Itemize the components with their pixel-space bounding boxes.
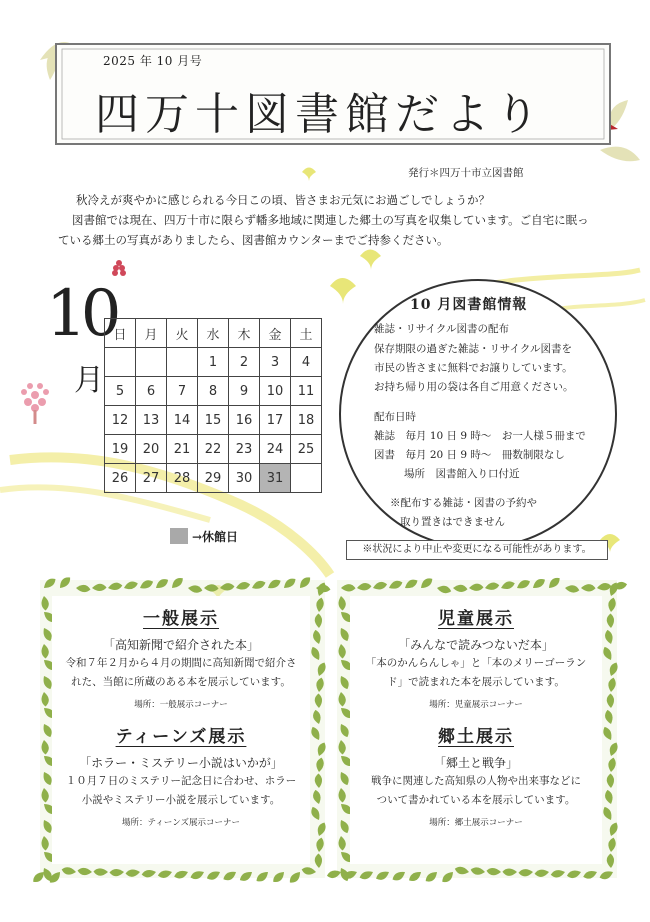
teens-exhibit-sub: 「ホラー・ミステリー小説はいかが」 <box>79 756 283 770</box>
calendar-month-unit: 月 <box>74 363 104 398</box>
teens-exhibit-body-1: １０月７日のミステリー記念日に合わせ、ホラー <box>65 775 297 787</box>
info-desc-3: お持ち帰り用の袋は各自ご用意ください。 <box>374 381 574 393</box>
general-exhibit-body-2: れた、当館に所蔵のある本を展示しています。 <box>71 676 291 688</box>
calendar-day: 29 <box>198 464 229 493</box>
calendar-day: 5 <box>105 377 136 406</box>
calendar-day: 9 <box>229 377 260 406</box>
info-row-magazines: 雑誌 毎月 10 日 9 時～ お一人様５冊まで <box>374 430 586 442</box>
calendar-day: 16 <box>229 406 260 435</box>
local-exhibit-sub: 「郷土と戦争」 <box>433 756 518 770</box>
children-exhibit-sub: 「みんなで読みつないだ本」 <box>398 638 554 652</box>
children-exhibit-place: 場所：児童展示コーナー <box>429 700 523 710</box>
intro-line-1: 秋冷えが爽やかに感じられる今日この頃、皆さまお元気にお過ごしでしょうか？ <box>76 193 490 207</box>
weekday-header: 月 <box>136 319 167 348</box>
info-title: 10 月図書館情報 <box>410 297 528 313</box>
general-exhibit-title: 一般展示 <box>143 609 219 629</box>
calendar-day: 20 <box>136 435 167 464</box>
general-exhibit-body-1: 令和７年２月から４月の期間に高知新聞で紹介さ <box>65 657 297 669</box>
calendar-day: 23 <box>229 435 260 464</box>
local-exhibit-place: 場所：郷土展示コーナー <box>429 818 523 828</box>
newsletter-title: 四万十図書館だより <box>95 89 545 140</box>
weekday-header: 金 <box>260 319 291 348</box>
calendar-day: 14 <box>167 406 198 435</box>
calendar-day: 28 <box>167 464 198 493</box>
calendar-day: 7 <box>167 377 198 406</box>
calendar-day: 4 <box>291 348 322 377</box>
info-place: 場所 図書館入り口付近 <box>404 468 520 480</box>
children-exhibit-body-2: ド」で読まれた本を展示しています。 <box>387 676 565 688</box>
calendar-day: 21 <box>167 435 198 464</box>
weekday-header: 日 <box>105 319 136 348</box>
local-exhibit-title: 郷土展示 <box>438 727 514 747</box>
calendar-day: 1 <box>198 348 229 377</box>
teens-exhibit-body-2: 小説やミステリー小説を展示しています。 <box>81 794 281 806</box>
calendar-day: 25 <box>291 435 322 464</box>
intro-line-2: 図書館では現在、四万十市に限らず幡多地域に関連した郷土の写真を収集しています。ご自宅に眠っ <box>72 213 589 227</box>
publisher-label: 発行＊四万十市立図書館 <box>408 167 524 179</box>
local-exhibit-body-2: ついて書かれている本を展示しています。 <box>376 794 576 806</box>
local-exhibit-body-1: 戦争に関連した高知県の人物や出来事などに <box>371 775 581 787</box>
info-date-label: 配布日時 <box>374 411 416 423</box>
intro-line-3: ている郷土の写真がありましたら、図書館カウンターまでご持参ください。 <box>58 233 449 247</box>
teens-exhibit-place: 場所：ティーンズ展示コーナー <box>122 818 240 828</box>
calendar-day: 12 <box>105 406 136 435</box>
calendar-day: 22 <box>198 435 229 464</box>
weekday-header: 木 <box>229 319 260 348</box>
info-note-2: 取り置きはできません <box>400 516 505 528</box>
weekday-header: 水 <box>198 319 229 348</box>
calendar-day: 11 <box>291 377 322 406</box>
info-note-1: ※配布する雑誌・図書の予約や <box>390 497 537 509</box>
general-exhibit-sub: 「高知新聞で紹介された本」 <box>102 638 259 652</box>
teens-exhibit-title: ティーンズ展示 <box>115 727 247 747</box>
weekday-header: 土 <box>291 319 322 348</box>
calendar-day: 8 <box>198 377 229 406</box>
calendar-day-closed: 31 <box>260 464 291 493</box>
calendar-day: 2 <box>229 348 260 377</box>
closed-day-legend: →休館日 <box>192 530 239 544</box>
change-notice: ※状況により中止や変更になる可能性があります。 <box>346 540 608 560</box>
calendar-day: 6 <box>136 377 167 406</box>
calendar-day: 15 <box>198 406 229 435</box>
calendar-month: 10 <box>46 277 116 351</box>
info-subtitle: 雑誌・リサイクル図書の配布 <box>374 323 510 335</box>
children-exhibit-title: 児童展示 <box>438 609 514 629</box>
weekday-header: 火 <box>167 319 198 348</box>
info-desc-1: 保存期限の過ぎた雑誌・リサイクル図書を <box>374 343 573 355</box>
calendar-day: 24 <box>260 435 291 464</box>
calendar-day: 3 <box>260 348 291 377</box>
general-exhibit-place: 場所：一般展示コーナー <box>134 700 228 710</box>
calendar-day: 27 <box>136 464 167 493</box>
calendar-day: 19 <box>105 435 136 464</box>
calendar-day: 17 <box>260 406 291 435</box>
calendar-day: 13 <box>136 406 167 435</box>
calendar-day: 10 <box>260 377 291 406</box>
calendar-day: 30 <box>229 464 260 493</box>
calendar-day: 18 <box>291 406 322 435</box>
issue-label: 2025 年 10 月号 <box>103 54 203 68</box>
children-exhibit-body-1: 「本のかんらんしゃ」と「本のメリーゴーラン <box>365 657 587 669</box>
info-row-books: 図書 毎月 20 日 9 時～ 冊数制限なし <box>374 449 565 461</box>
info-desc-2: 市民の皆さまに無料でお譲りしています。 <box>374 362 573 374</box>
calendar-day: 26 <box>105 464 136 493</box>
